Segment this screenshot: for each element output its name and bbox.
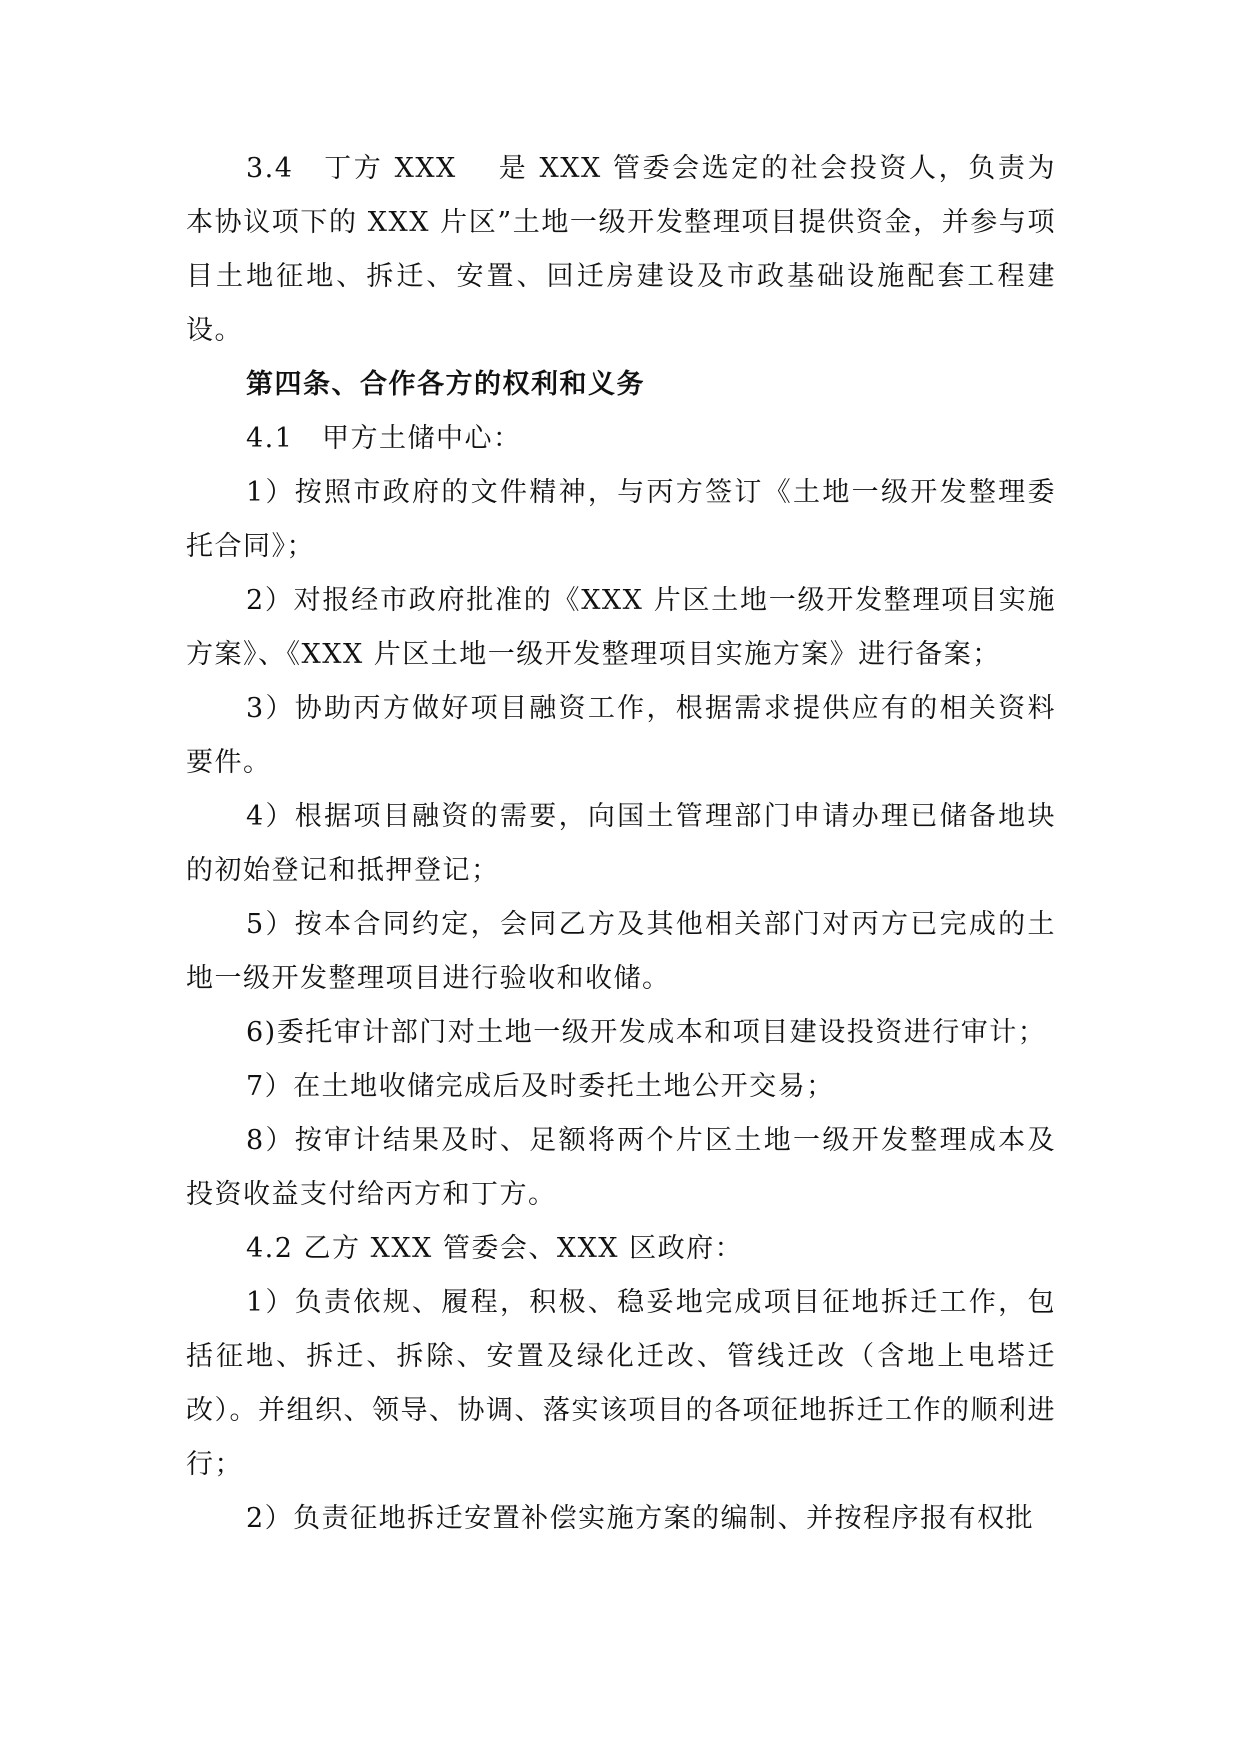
document-body: [186, 142, 1056, 1546]
clause-4-2-party-b: 4.2 乙方 XXX 管委会、XXX 区政府：: [246, 1233, 744, 1264]
list-item: 2）对报经市政府批准的《XXX 片区土地一级开发整理项目实施方案》、《XXX 片区土地一级开发整理项目实施方案》进行备案；: [186, 585, 1056, 670]
list-item: 1）按照市政府的文件精神，与丙方签订《土地一级开发整理委托合同》；: [186, 477, 1056, 562]
list-item: 4）根据项目融资的需要，向国土管理部门申请办理已储备地块的初始登记和抵押登记；: [186, 801, 1056, 886]
section-heading-article-4: 第四条、合作各方的权利和义务: [246, 369, 645, 400]
list-item: 5）按本合同约定，会同乙方及其他相关部门对丙方已完成的土地一级开发整理项目进行验收和收储。: [186, 909, 1056, 994]
list-item: 6)委托审计部门对土地一级开发成本和项目建设投资进行审计；: [246, 1017, 1047, 1048]
list-item: 8）按审计结果及时、足额将两个片区土地一级开发整理成本及投资收益支付给丙方和丁方。: [186, 1125, 1056, 1210]
clause-4-1-party-a: 4.1 甲方土储中心：: [246, 423, 522, 454]
list-item: 7）在土地收储完成后及时委托土地公开交易；: [246, 1071, 835, 1102]
list-item: 2）负责征地拆迁安置补偿实施方案的编制、并按程序报有权批: [246, 1503, 1035, 1534]
list-item: 1）负责依规、履程，积极、稳妥地完成项目征地拆迁工作，包括征地、拆迁、拆除、安置及绿化迁改、管线迁改（含地上电塔迁改）。并组织、领导、协调、落实该项目的各项征地拆迁工作的顺利进行；: [186, 1287, 1056, 1480]
paragraph-3-4-party-d: 3.4 丁方 XXX 是 XXX 管委会选定的社会投资人，负责为本协议项下的 XXX 片区”土地一级开发整理项目提供资金，并参与项目土地征地、拆迁、安置、回迁房建设及市政基础设施配套工程建设。: [186, 153, 1056, 346]
list-item: 3）协助丙方做好项目融资工作，根据需求提供应有的相关资料要件。: [186, 693, 1056, 778]
